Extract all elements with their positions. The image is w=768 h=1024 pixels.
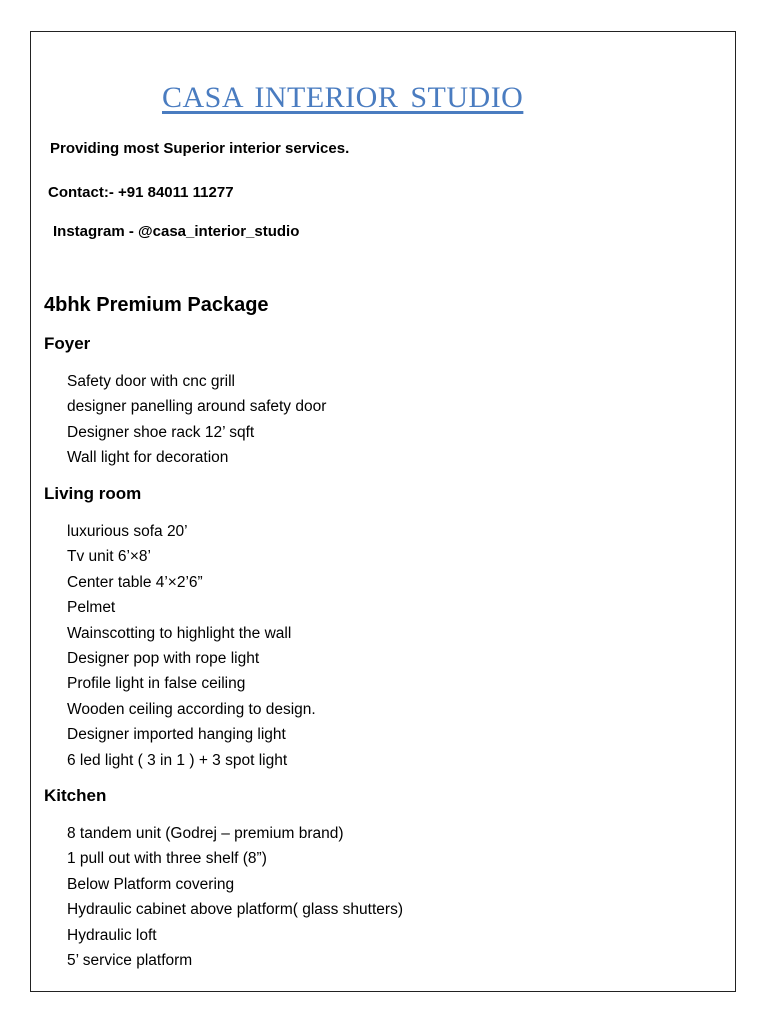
- list-item: 8 tandem unit (Godrej – premium brand): [67, 825, 344, 842]
- list-item: Safety door with cnc grill: [67, 373, 235, 390]
- section-title-kitchen: Kitchen: [44, 786, 107, 805]
- section-title-living-room: Living room: [44, 484, 142, 503]
- list-item: Profile light in false ceiling: [67, 675, 246, 693]
- tagline: Providing most Superior interior services.: [50, 140, 350, 157]
- section-title-foyer: Foyer: [44, 334, 91, 353]
- brand-title: CASA INTERIOR STUDIO: [162, 81, 524, 114]
- list-item: Designer shoe rack 12’ sqft: [67, 423, 255, 441]
- list-item: Designer pop with rope light: [67, 649, 260, 667]
- list-item: Wooden ceiling according to design.: [67, 700, 316, 718]
- foyer-item-list: [67, 369, 326, 471]
- list-item: Below Platform covering: [67, 875, 235, 893]
- list-item: Designer imported hanging light: [67, 726, 286, 744]
- list-item: 5’ service platform: [67, 951, 193, 969]
- kitchen-item-list: [67, 821, 403, 973]
- list-item: Hydraulic loft: [67, 926, 157, 944]
- list-item: Wall light for decoration: [67, 449, 229, 467]
- list-item: designer panelling around safety door: [67, 398, 327, 416]
- instagram-line: Instagram - @casa_interior_studio: [53, 223, 300, 240]
- list-item: Wainscotting to highlight the wall: [67, 624, 292, 642]
- list-item: Tv unit 6’×8’: [67, 548, 152, 566]
- list-item: Pelmet: [67, 599, 116, 617]
- list-item: Hydraulic cabinet above platform( glass shutters): [67, 901, 403, 919]
- list-item: Center table 4’×2’6”: [67, 573, 203, 591]
- list-item: 1 pull out with three shelf (8”): [67, 850, 267, 868]
- living-room-item-list: [67, 519, 316, 773]
- list-item: luxurious sofa 20’: [67, 523, 188, 540]
- package-title: 4bhk Premium Package: [44, 294, 269, 316]
- list-item: 6 led light ( 3 in 1 ) + 3 spot light: [67, 751, 288, 769]
- contact-line: Contact:- +91 84011 11277: [48, 184, 234, 201]
